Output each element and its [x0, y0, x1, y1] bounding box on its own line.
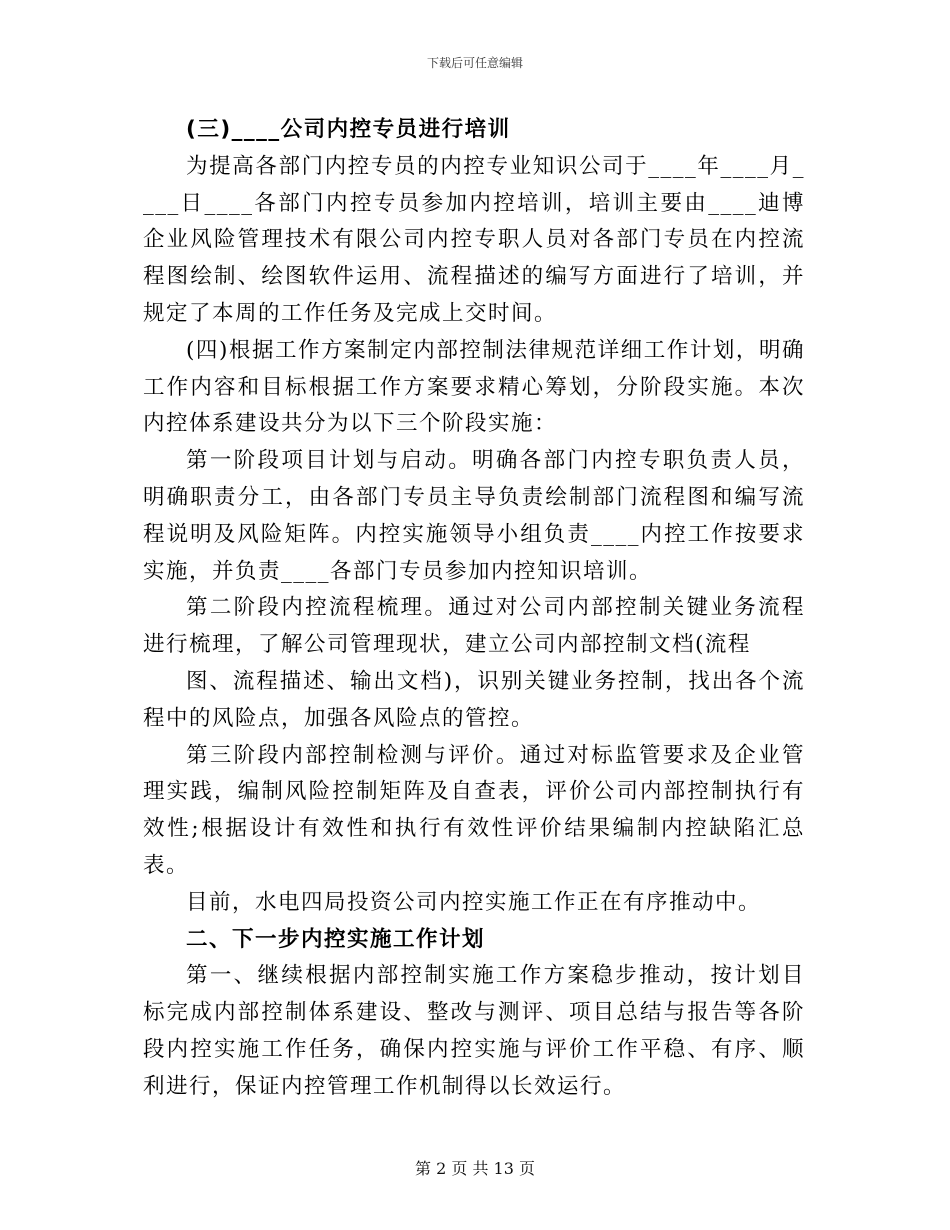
page-header-note: 下载后可任意编辑	[426, 56, 523, 70]
paragraph-phase-one: 第一阶段项目计划与启动。明确各部门内控专职负责人员，明确职责分工，由各部门专员主导负责绘制部门流程图和编写流程说明及风险矩阵。内控实施领导小组负责____内控工作按要求实施，并负责____各部门专员参加内控知识培训。	[143, 448, 805, 584]
paragraph-work-plan: (四)根据工作方案制定内部控制法律规范详细工作计划，明确工作内容和目标根据工作方案要求精心筹划，分阶段实施。本次内控体系建设共分为以下三个阶段实施：	[143, 337, 805, 437]
paragraph-phase-two: 第二阶段内控流程梳理。通过对公司内部控制关键业务流程进行梳理，了解公司管理现状，建立公司内部控制文档(流程	[143, 595, 805, 658]
paragraph-phase-three: 第三阶段内部控制检测与评价。通过对标监管要求及企业管理实践，编制风险控制矩阵及自查表，评价公司内部控制执行有效性;根据设计有效性和执行有效性评价结果编制内控缺陷汇总表。	[143, 742, 805, 878]
paragraph-phase-two-continued: 图、流程描述、输出文档)，识别关键业务控制，找出各个流程中的风险点，加强各风险点的管控。	[143, 668, 805, 731]
page-number-footer: 第 2 页 共 13 页	[415, 1159, 535, 1178]
paragraph-training-details: 为提高各部门内控专员的内控专业知识公司于____年____月____日____各部门内控专员参加内控培训，培训主要由____迪博企业风险管理技术有限公司内控专职人员对各部门专员在内控流程图绘制、绘图软件运用、流程描述的编写方面进行了培训，并规定了本周的工作任务及完成上交时间。	[143, 153, 805, 326]
section-heading-next-steps: 二、下一步内控实施工作计划	[186, 926, 486, 952]
paragraph-current-status: 目前，水电四局投资公司内控实施工作正在有序推动中。	[186, 889, 762, 915]
document-body	[143, 112, 805, 1106]
section-heading-training: (三)____公司内控专员进行培训	[186, 117, 511, 142]
paragraph-next-step-one: 第一、继续根据内部控制实施工作方案稳步推动，按计划目标完成内部控制体系建设、整改与测评、项目总结与报告等各阶段内控实施工作任务，确保内控实施与评价工作平稳、有序、顺利进行，保证内控管理工作机制得以长效运行。	[143, 963, 805, 1099]
